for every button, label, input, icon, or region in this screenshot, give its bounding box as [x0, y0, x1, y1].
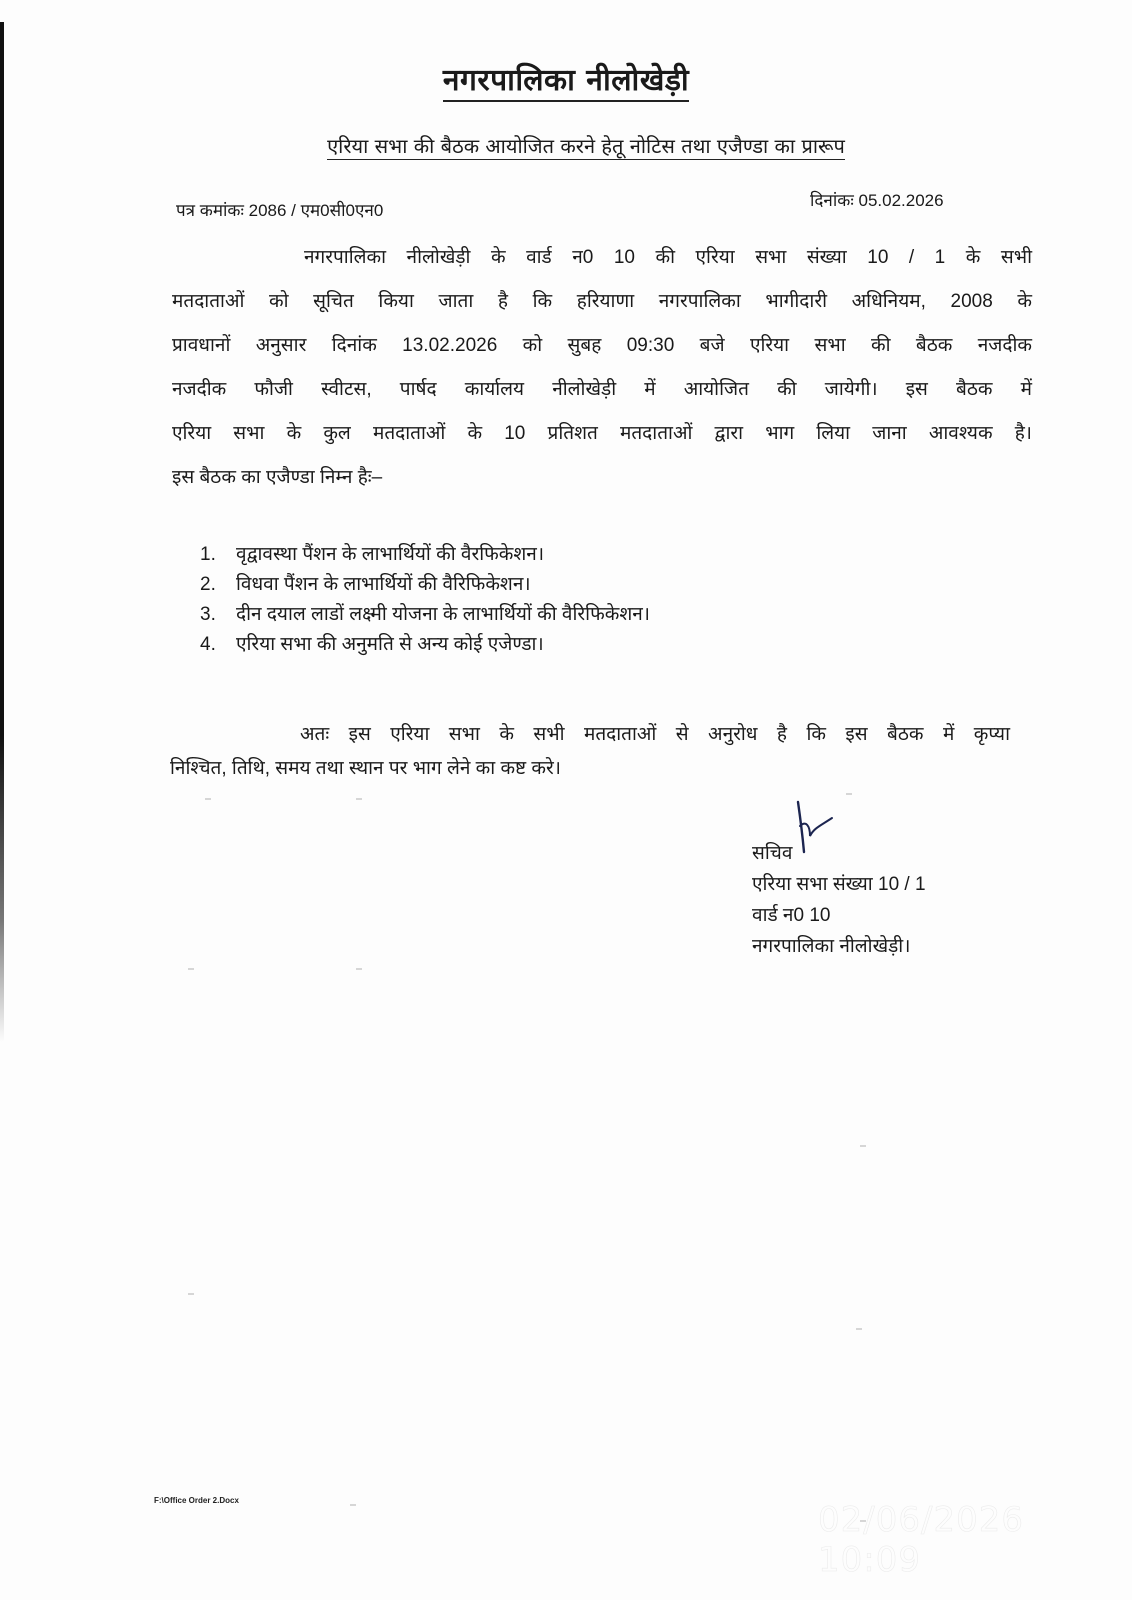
agenda-list — [200, 540, 650, 660]
body-line: मतदाताओं को सूचित किया जाता है कि हरियाणा नगरपालिका भागीदारी अधिनियम, 2008 के — [172, 291, 1032, 312]
subtitle-text: एरिया सभा की बैठक आयोजित करने हेतू नोटिस तथा एजैण्डा का प्रारूप — [327, 134, 845, 158]
date-value: 05.02.2026 — [858, 191, 944, 210]
date-label: दिनांकः — [810, 191, 854, 210]
scan-speck — [856, 1328, 862, 1330]
agenda-item-number: 4. — [200, 634, 216, 655]
signatory-designation: सचिव — [752, 843, 793, 864]
signatory-ward: वार्ड न0 10 — [752, 905, 831, 926]
agenda-item-text: दीन दयाल लाडों लक्ष्मी योजना के लाभार्थियों की वैरिफिकेशन। — [236, 604, 650, 625]
agenda-item-number: 2. — [200, 574, 216, 595]
document-date — [810, 188, 944, 211]
signatory-area-sabha: एरिया सभा संख्या 10 / 1 — [752, 874, 926, 895]
agenda-item — [200, 540, 650, 570]
agenda-item-number: 3. — [200, 604, 216, 625]
camera-timestamp-watermark: 02/06/2026 10:09 — [818, 1500, 1024, 1580]
reference-label: पत्र कमांकः — [176, 201, 244, 220]
agenda-item-text: एरिया सभा की अनुमति से अन्य कोई एजेण्डा। — [236, 634, 544, 655]
document-subtitle — [0, 132, 1132, 159]
agenda-item-text: विधवा पैंशन के लाभार्थियों की वैरिफिकेशन। — [236, 574, 531, 595]
scan-speck — [846, 793, 852, 795]
body-line: इस बैठक का एजैण्डा निम्न हैः– — [172, 467, 383, 488]
document-title — [0, 58, 1132, 99]
reference-number — [176, 198, 383, 221]
agenda-item-number: 1. — [200, 544, 216, 565]
body-line: एरिया सभा के कुल मतदाताओं के 10 प्रतिशत मतदाताओं द्वारा भाग लिया जाना आवश्यक है। — [172, 423, 1032, 444]
body-line: प्रावधानों अनुसार दिनांक 13.02.2026 को सुबह 09:30 बजे एरिया सभा की बैठक नजदीक — [172, 335, 1032, 356]
notice-body-paragraph — [172, 236, 1032, 500]
title-text: नगरपालिका नीलोखेड़ी — [443, 63, 689, 102]
reference-value: 2086 / एम0सी0एन0 — [248, 201, 384, 220]
footer-file-path: F:\Office Order 2.Docx — [154, 1496, 239, 1505]
scan-speck — [356, 798, 362, 800]
closing-paragraph — [170, 718, 1010, 786]
scan-speck — [350, 1504, 356, 1506]
scan-speck — [188, 968, 194, 970]
signatory-municipality: नगरपालिका नीलोखेड़ी। — [752, 936, 911, 957]
agenda-item — [200, 600, 650, 630]
agenda-item — [200, 630, 650, 660]
body-line: नगरपालिका नीलोखेड़ी के वार्ड न0 10 की एरिया सभा संख्या 10 / 1 के सभी — [304, 247, 1032, 268]
body-line: नजदीक फौजी स्वीटस, पार्षद कार्यालय नीलोखेड़ी में आयोजित की जायेगी। इस बैठक में — [172, 379, 1032, 400]
scan-speck — [188, 1293, 194, 1295]
scan-speck — [356, 968, 362, 970]
scan-left-edge-shadow — [0, 22, 4, 1042]
signature-block — [752, 838, 926, 962]
agenda-item — [200, 570, 650, 600]
closing-line: अतः इस एरिया सभा के सभी मतदाताओं से अनुरोध है कि इस बैठक में कृप्या — [300, 724, 1010, 745]
scan-speck — [860, 1145, 866, 1147]
scan-speck — [205, 798, 211, 800]
agenda-item-text: वृद्वावस्था पैंशन के लाभार्थियों की वैरफिकेशन। — [236, 544, 545, 565]
closing-line: निश्चित, तिथि, समय तथा स्थान पर भाग लेने का कष्ट करे। — [170, 758, 561, 779]
